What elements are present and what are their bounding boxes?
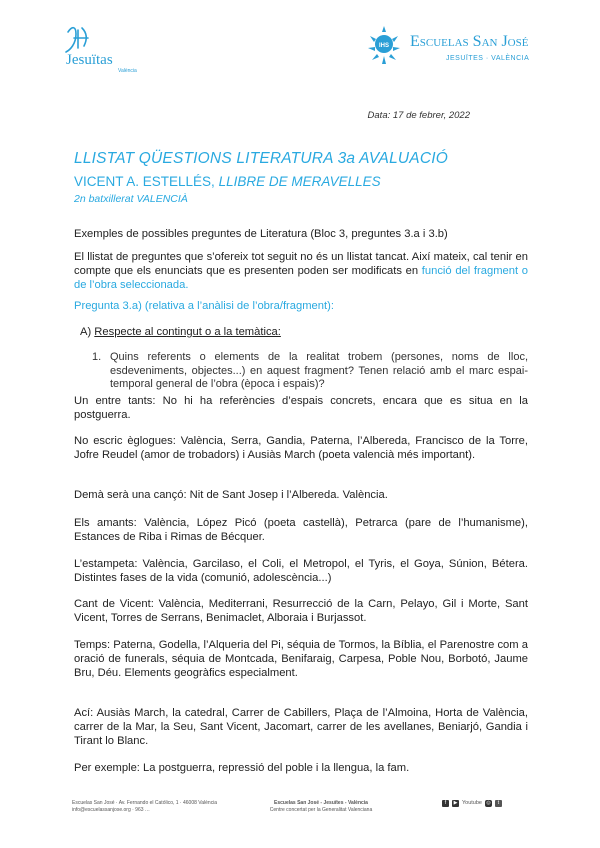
twitter-icon[interactable]: t: [495, 800, 502, 807]
logo-left-sub: València: [118, 68, 137, 74]
jesuitas-logo: [62, 22, 152, 74]
answer-paragraph: Els amants: València, López Picó (poeta castellà), Petrarca (pare de l’humanisme), Estances de Riba i Rimas de Bécquer.: [74, 517, 528, 543]
answer-paragraph: Cant de Vicent: València, Mediterrani, Resurrecció de la Carn, Pelayo, Gil i Morte, Sant Vicent, Torres de Serrans, Benimaclet, Alboraia i Burjassot.: [74, 598, 528, 624]
subtitle: [74, 174, 381, 189]
logo-left-text: Jesuïtas: [66, 52, 113, 68]
course-label: 2n batxillerat VALENCIÀ: [74, 193, 188, 205]
answer-paragraph: Demà serà una cançó: Nit de Sant Josep i l’Albereda. València.: [74, 489, 388, 501]
escuelas-san-jose-logo: [366, 24, 546, 70]
footer-center: [226, 800, 416, 814]
answer-paragraph: L’estampeta: València, Garcilaso, el Coli, el Metropol, el Tyris, el Goya, Súnion, Bétera. Distintes fases de la vida (comunió, adolescència...): [74, 558, 528, 584]
answer-paragraph: No escric èglogues: València, Serra, Gandia, Paterna, l’Albereda, Francisco de la Torre, Jofre Reudel (amor de trobadors) i Ausiàs March (poeta valencià més important).: [74, 435, 528, 461]
footer-social: [442, 800, 552, 807]
intro-paragraph: Exemples de possibles preguntes de Literatura (Bloc 3, preguntes 3.a i 3.b): [74, 228, 448, 240]
footer-center-line1: Escuelas San José - Jesuïtes - València: [274, 800, 368, 806]
logo-right-title: Escuelas San José: [410, 33, 529, 50]
answer-paragraph: Per exemple: La postguerra, repressió del poble i la llengua, la fam.: [74, 762, 410, 774]
logo-right-seal: IHS: [379, 43, 390, 49]
footer-address: [72, 800, 242, 814]
subtitle-author: VICENT A. ESTELLÉS,: [74, 174, 219, 189]
section-a-heading: [80, 326, 281, 338]
question-text: Quins referents o elements de la realitat trobem (persones, noms de lloc, esdeveniments, objectes...) en aquest fragment? Tenen relació amb el marc espai-temporal general de l’obra (època i espais)?: [110, 351, 528, 390]
question-number: 1.: [92, 351, 102, 363]
footer-left-line2: info@escuelassanjose.org · 963 …: [72, 807, 150, 813]
intro-paragraph-2: [74, 250, 528, 292]
document-date: Data: 17 de febrer, 2022: [367, 110, 470, 121]
intro2-end: funció del fragment o de l’obra seleccionada.: [74, 265, 528, 291]
facebook-icon[interactable]: f: [442, 800, 449, 807]
section-a-label: Respecte al contingut o a la temàtica:: [94, 326, 281, 338]
question-heading: Pregunta 3.a) (relativa a l’anàlisi de l’obra/fragment):: [74, 300, 334, 312]
answer-paragraph: Ací: Ausiàs March, la catedral, Carrer de Cabillers, Plaça de l’Almoina, Horta de València, carrer de la Mar, la Seu, Sant Vicent, Jacomart, carrer de les avellanes, Beniarjó, Gandia i Tirant lo Blanc.: [74, 707, 528, 747]
youtube-icon[interactable]: ▶: [453, 800, 458, 806]
answer-paragraph: Temps: Paterna, Godella, l’Alqueria del Pi, séquia de Tormos, la Bíblia, el Parenostre com a oració de funerals, séquia de Montcada, Benifaraig, Carpesa, Poble Nou, Borbotó, Jaume Bru, Déu. Elements geogràfics especialment.: [74, 639, 528, 679]
footer-center-line2: Centre concertat per la Generalitat Valenciana: [269, 807, 373, 813]
section-a-prefix: A): [80, 326, 95, 338]
youtube-label[interactable]: Youtube: [462, 800, 482, 806]
footer-left-line1: Escuelas San José · Av. Fernando el Católico, 1 · 46008 València: [72, 800, 218, 806]
page-title: LLISTAT QÜESTIONS LITERATURA 3a AVALUACIÓ: [74, 150, 448, 167]
instagram-icon[interactable]: ◎: [486, 800, 491, 806]
intro2-main: El llistat de preguntes que s’ofereix tot seguit no és un llistat tancat. Així mateix, cal tenir en compte que els enunciats que es presenten poden ser modificats en: [74, 251, 528, 277]
answer-paragraph: Un entre tants: No hi ha referències d’espais concrets, encara que es situa en la postguerra.: [74, 395, 528, 421]
subtitle-work: LLIBRE DE MERAVELLES: [218, 174, 381, 189]
logo-right-sub: JESUÏTES · VALÈNCIA: [446, 55, 530, 62]
